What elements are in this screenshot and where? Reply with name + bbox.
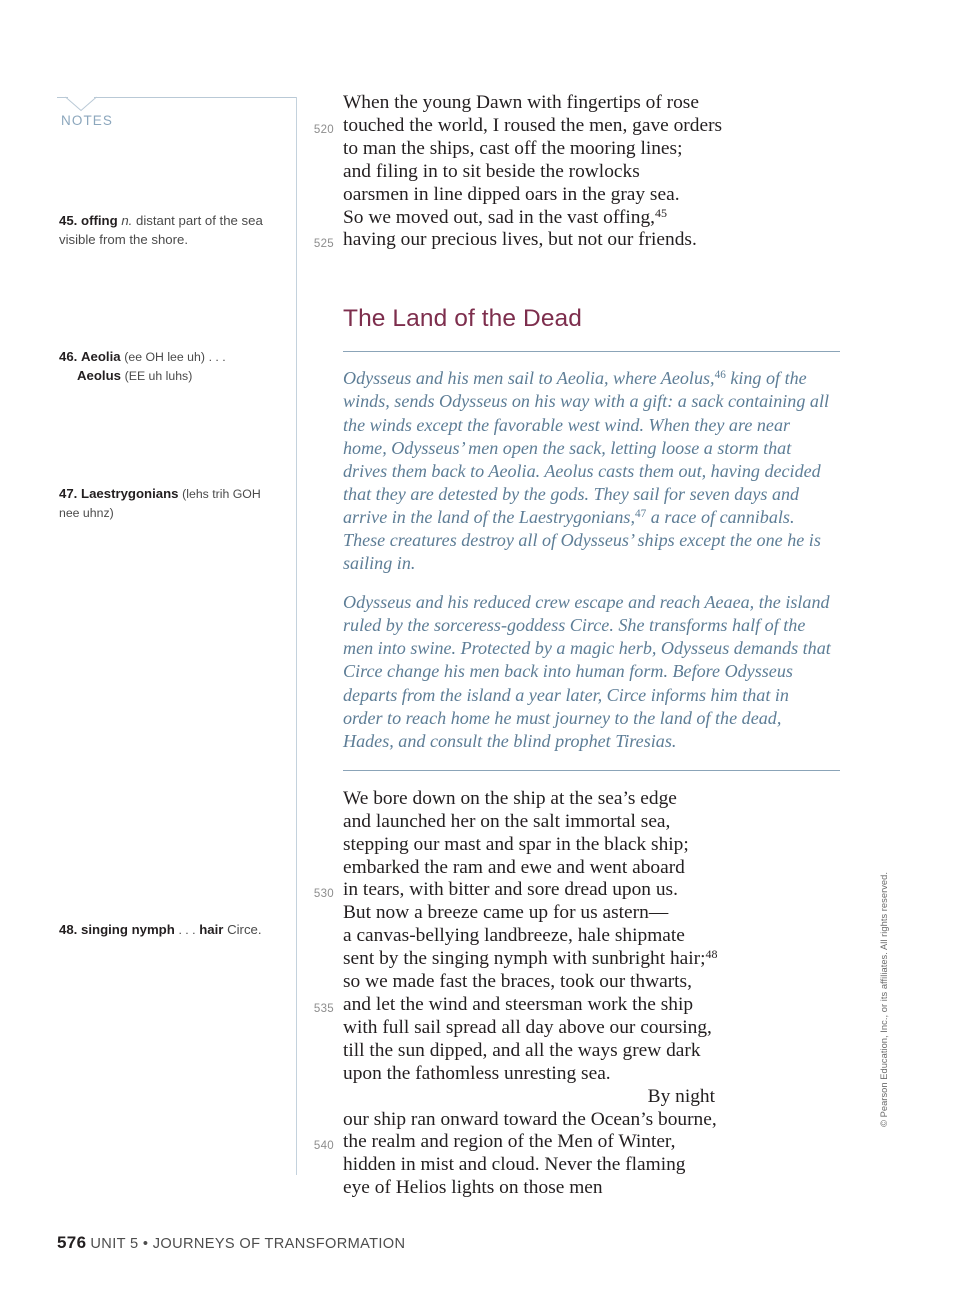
verse-block-upper <box>313 92 893 252</box>
note-pronunciation: (ee OH lee uh) <box>124 350 205 364</box>
verse-line-text: upon the fathomless unresting sea. <box>343 1062 611 1084</box>
verse-line-text: By night <box>647 1085 715 1107</box>
note-ellipsis: . . . <box>208 350 226 364</box>
verse-line <box>313 902 893 925</box>
verse-line-text: a canvas-bellying landbreeze, hale shipmate <box>343 925 685 947</box>
copyright-notice: © Pearson Education, Inc., or its affiliates. All rights reserved. <box>879 872 889 1127</box>
verse-line-text: in tears, with bitter and sore dread upon us. <box>343 879 678 901</box>
verse-line <box>313 207 893 230</box>
verse-line <box>313 1154 893 1177</box>
note-definition: distant part of the sea visible from the shore. <box>59 213 263 247</box>
verse-line-text: to man the ships, cast off the mooring lines; <box>343 137 683 159</box>
note-pronunciation: (lehs trih GOH nee uhnz) <box>59 487 261 520</box>
verse-line-text: the realm and region of the Men of Winter, <box>343 1131 676 1153</box>
note-item-47 <box>59 485 284 522</box>
verse-line <box>313 229 893 252</box>
verse-line <box>313 1017 893 1040</box>
note-number: 46. <box>59 349 78 364</box>
verse-line-text: hidden in mist and cloud. Never the flaming <box>343 1154 686 1176</box>
verse-line <box>313 834 893 857</box>
note-term-2: Aeolus <box>77 367 121 383</box>
verse-line-text: We bore down on the ship at the sea’s edge <box>343 787 677 809</box>
note-number: 45. <box>59 213 78 228</box>
verse-line-number: 535 <box>313 1003 334 1015</box>
verse-line <box>313 161 893 184</box>
verse-line-text: But now a breeze came up for us astern— <box>343 902 669 924</box>
footer-unit-text: UNIT 5 • JOURNEYS OF TRANSFORMATION <box>90 1236 406 1252</box>
verse-line <box>313 1131 893 1154</box>
verse-line <box>313 788 893 811</box>
verse-line-text: eye of Helios lights on those men <box>343 1177 603 1199</box>
summary-paragraph-1: Odysseus and his men sail to Aeolia, where Aeolus,$^{46}$ king of the winds, sends Odysseus on his way with a gift: a sack containing all the winds except the favorable west wind. When they are near home, Odysseus’ men open the sack, letting loose a storm that drives them back to Aeolia. Aeolus casts them out, having decided that they are detested by the gods. They sail for seven days and arrive in the land of the Laestrygonians,$^{47}$ a race of cannibals. These creatures destroy all of Odysseus’ ships except the one he is sailing in. <box>343 368 830 574</box>
note-number: 48. <box>59 922 78 937</box>
verse-line-number: 520 <box>313 123 334 136</box>
verse-line-number: 525 <box>313 238 334 251</box>
note-item-48 <box>59 921 284 940</box>
note-part-of-speech: n. <box>121 213 133 228</box>
note-pronunciation-2: (EE uh luhs) <box>124 368 193 383</box>
verse-line <box>313 1086 715 1109</box>
note-definition: Circe. <box>227 922 262 937</box>
verse-line <box>313 1109 893 1132</box>
note-second-line <box>59 367 284 386</box>
verse-block-lower <box>313 788 893 1200</box>
summary-rule-bottom <box>343 770 840 771</box>
verse-line-text: When the young Dawn with fingertips of rose <box>343 92 699 113</box>
verse-line-text: and filing in to sit beside the rowlocks <box>343 160 640 182</box>
verse-line-text: having our precious lives, but not our friends. <box>343 229 697 251</box>
note-term-2: hair <box>199 922 224 937</box>
verse-line-text: with full sail spread all day above our coursing, <box>343 1016 712 1038</box>
note-ellipsis: . . . <box>178 923 196 937</box>
note-item-45 <box>59 212 284 249</box>
verse-line <box>313 1040 893 1063</box>
verse-line <box>313 879 893 902</box>
verse-line <box>313 994 893 1017</box>
notes-label: NOTES <box>61 113 114 128</box>
summary-rule-top <box>343 351 840 352</box>
notes-column-divider <box>296 97 297 1175</box>
verse-line <box>313 115 893 138</box>
verse-line-text: sent by the singing nymph with sunbright hair; <box>343 948 706 970</box>
verse-line-text: till the sun dipped, and all the ways grew dark <box>343 1039 701 1061</box>
note-term: singing nymph <box>81 922 175 937</box>
verse-line-text: touched the world, I roused the men, gave orders <box>343 114 723 136</box>
verse-line-text: so we made fast the braces, took our thwarts, <box>343 971 692 993</box>
footnote-marker[interactable]: 48 <box>705 946 718 961</box>
footnote-marker[interactable]: 46 <box>714 369 726 382</box>
verse-line <box>313 1063 893 1086</box>
verse-line <box>313 92 893 115</box>
note-item-46 <box>59 348 284 385</box>
note-number: 47. <box>59 486 78 501</box>
notes-box-top-border-right <box>94 97 297 98</box>
verse-line <box>313 971 893 994</box>
verse-line-text: So we moved out, sad in the vast offing, <box>343 206 656 228</box>
note-term: Aeolia <box>81 349 121 364</box>
note-term: Laestrygonians <box>81 486 179 501</box>
verse-line-text: and launched her on the salt immortal sea, <box>343 810 671 832</box>
verse-line-number: 540 <box>313 1140 334 1153</box>
verse-line <box>313 811 893 834</box>
verse-line-text: and let the wind and steersman work the ship <box>343 994 694 1015</box>
page-number: 576 <box>57 1233 87 1252</box>
page-footer <box>57 1233 405 1253</box>
summary-paragraph-2: Odysseus and his reduced crew escape and reach Aeaea, the island ruled by the sorceress-goddess Circe. She transforms half of the men into swine. Protected by a magic herb, Odysseus demands that Circe change his men back into human form. Before Odysseus departs from the island a year later, Circe informs him that in order to reach home he must journey to the land of the dead, Hades, and consult the blind prophet Tiresias. <box>343 592 831 751</box>
section-heading: The Land of the Dead <box>343 305 583 333</box>
notes-notch-icon <box>65 96 97 112</box>
footnote-marker[interactable]: 45 <box>655 205 668 220</box>
verse-line <box>313 1177 893 1200</box>
verse-line <box>313 857 893 880</box>
verse-line-text: embarked the ram and ewe and went aboard <box>343 856 685 878</box>
verse-line <box>313 184 893 207</box>
main-content <box>313 92 893 1200</box>
verse-line <box>313 948 893 971</box>
footnote-marker[interactable]: 47 <box>635 508 647 521</box>
notes-panel <box>57 97 297 1175</box>
verse-line-text: stepping our mast and spar in the black ship; <box>343 833 689 855</box>
note-term: offing <box>81 213 118 228</box>
verse-line-number: 530 <box>313 888 334 901</box>
verse-line-text: oarsmen in line dipped oars in the gray sea. <box>343 183 680 205</box>
verse-line <box>313 138 893 161</box>
verse-line-text: our ship ran onward toward the Ocean’s bourne, <box>343 1108 717 1130</box>
verse-line <box>313 925 893 948</box>
